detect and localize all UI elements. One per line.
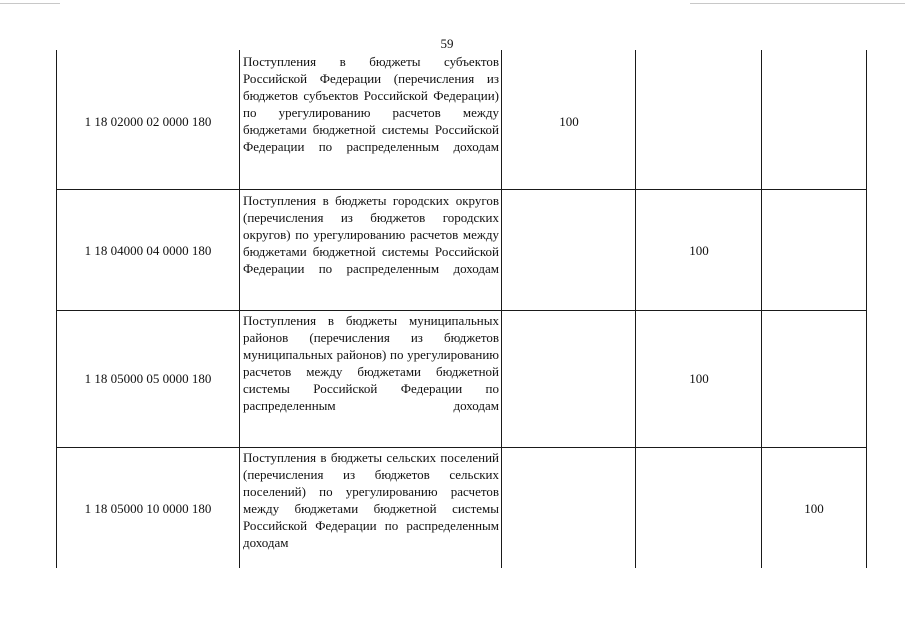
table-row-divider	[56, 447, 867, 448]
budget-classification-code: 1 18 04000 04 0000 180	[84, 243, 212, 258]
table-column-divider	[239, 50, 240, 568]
revenue-description: Поступления в бюджеты субъектов Российской Федерации (перечисления из бюджетов субъектов Российской Федерации) по урегулированию расчетов между бюджетами бюджетной системы Российской Федерации по распределенным доходам	[243, 54, 499, 154]
value-cell: 100	[689, 371, 709, 386]
budget-classification-code: 1 18 02000 02 0000 180	[84, 114, 212, 129]
revenue-description: Поступления в бюджеты сельских поселений (перечисления из бюджетов сельских поселений) по урегулированию расчетов между бюджетами бюджетной системы Российской Федерации по распределенным доходам	[243, 450, 499, 550]
table-border-right	[866, 50, 867, 568]
revenue-description: Поступления в бюджеты городских округов (перечисления из бюджетов городских округов) по урегулированию расчетов между бюджетами бюджетной системы Российской Федерации по распределенным доходам	[243, 193, 499, 276]
value-cell: 100	[689, 243, 709, 258]
value-cell: 100	[804, 501, 824, 516]
scan-mark-top-left	[0, 3, 60, 4]
value-cell: 100	[559, 114, 579, 129]
page-number: 59	[440, 36, 454, 51]
table-row-divider	[56, 310, 867, 311]
table-row-divider	[56, 189, 867, 190]
budget-classification-code: 1 18 05000 05 0000 180	[84, 371, 212, 386]
revenue-description: Поступления в бюджеты муниципальных районов (перечисления из бюджетов муниципальных районов) по урегулированию расчетов между бюджетами бюджетной системы Российской Федерации по распределенным доходам	[243, 313, 499, 413]
budget-classification-code: 1 18 05000 10 0000 180	[84, 501, 212, 516]
scan-mark-top-right	[690, 3, 905, 4]
table-column-divider	[761, 50, 762, 568]
